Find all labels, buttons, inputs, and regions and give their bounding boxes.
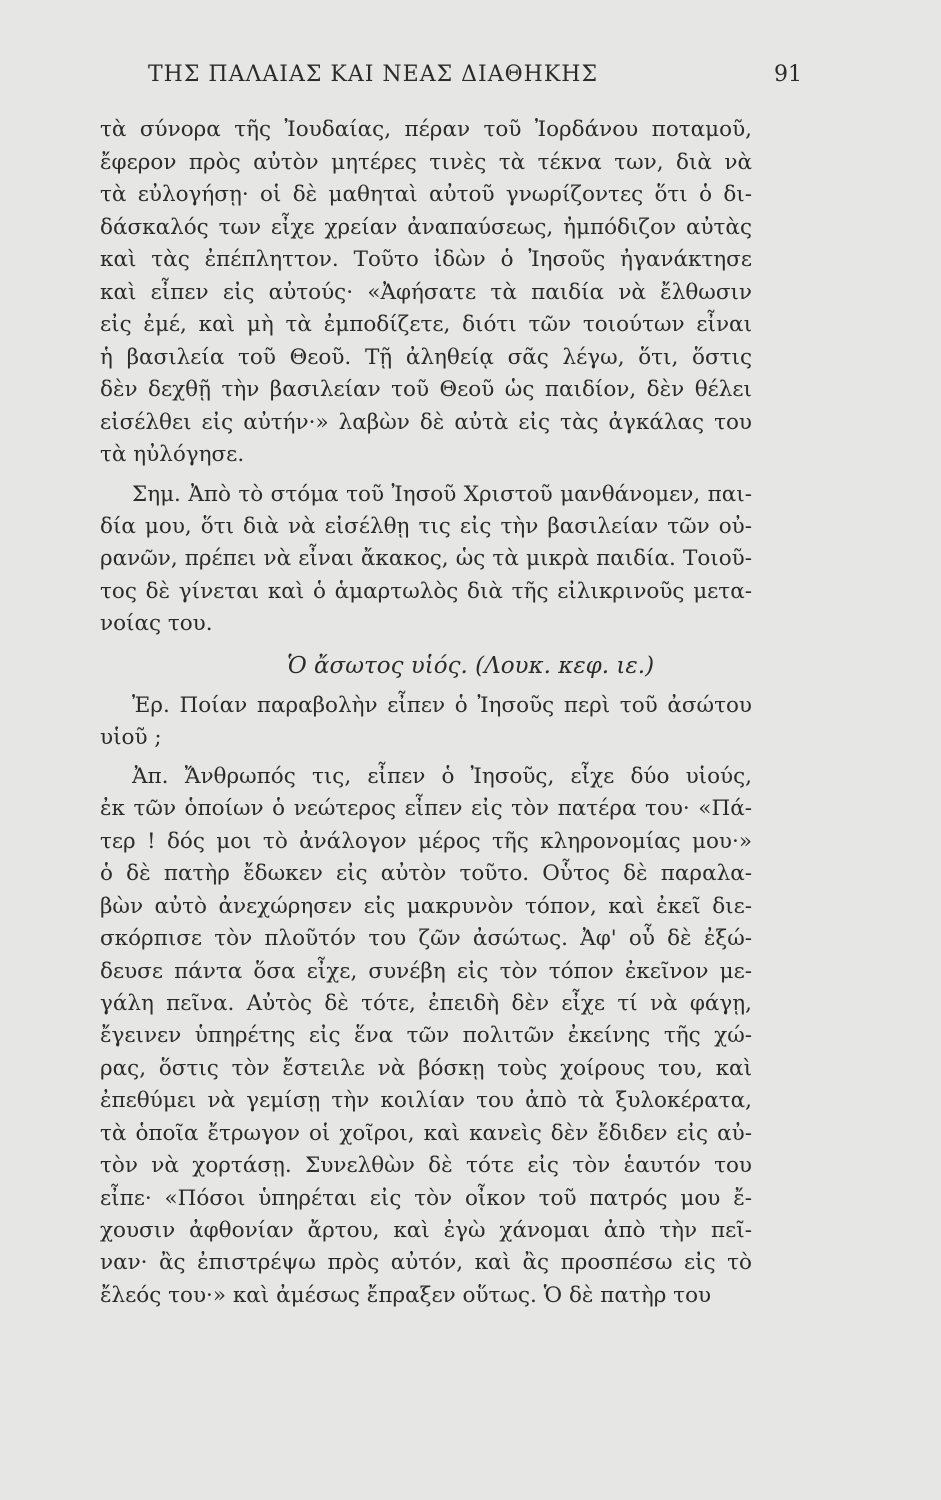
text-line: τος δὲ γίνεται καὶ ὁ ἁμαρτωλὸς διὰ τῆς εἰλικρινοῦς μετα- — [100, 579, 752, 604]
text-line: ἐπεθύμει νὰ γεμίσῃ τὴν κοιλίαν του ἀπὸ τὰ ξυλοκέρατα, — [100, 1088, 752, 1113]
text-line: νοίας του. — [100, 611, 213, 636]
text-line: εἶπε· «Πόσοι ὑπηρέται εἰς τὸν οἶκον τοῦ πατρός μου ἔ- — [100, 1186, 752, 1211]
text-line: τὰ ηὐλόγησε. — [100, 442, 245, 467]
text-line: δάσκαλός των εἶχε χρείαν ἀναπαύσεως, ἠμπόδιζον αὐτὰς — [100, 215, 752, 240]
text-line: χουσιν ἀφθονίαν ἄρτου, καὶ ἐγὼ χάνομαι ἀπὸ τὴν πεῖ- — [100, 1218, 752, 1243]
section-heading: Ὁ ἄσωτος υἱός. (Λουκ. κεφ. ιε.) — [286, 653, 655, 679]
text-line: τὰ ὁποῖα ἔτρωγον οἱ χοῖροι, καὶ κανεὶς δὲν ἔδιδεν εἰς αὐ- — [100, 1121, 752, 1146]
text-line: υἱοῦ ; — [100, 725, 162, 750]
text-line: καὶ τὰς ἐπέπληττον. Τοῦτο ἰδὼν ὁ Ἰησοῦς ἠγανάκτησε — [100, 247, 752, 272]
text-line: ρας, ὅστις τὸν ἔστειλε νὰ βόσκῃ τοὺς χοίρους του, καὶ — [100, 1056, 752, 1081]
text-line: σκόρπισε τὸν πλοῦτόν του ζῶν ἀσώτως. Ἀφ' οὗ δὲ ἐξώ- — [100, 926, 752, 951]
text-line: ἔφερον πρὸς αὐτὸν μητέρες τινὲς τὰ τέκνα των, διὰ νὰ — [100, 150, 752, 175]
text-line: Σημ. Ἀπὸ τὸ στόμα τοῦ Ἰησοῦ Χριστοῦ μανθάνομεν, παι- — [132, 482, 752, 507]
page-number: 91 — [774, 62, 802, 87]
text-line: ρανῶν, πρέπει νὰ εἶναι ἄκακος, ὡς τὰ μικρὰ παιδία. Τοιοῦ- — [100, 546, 752, 571]
text-line: Ἐρ. Ποίαν παραβολὴν εἶπεν ὁ Ἰησοῦς περὶ τοῦ ἀσώτου — [132, 693, 752, 718]
text-line: ὁ δὲ πατὴρ ἔδωκεν εἰς αὐτὸν τοῦτο. Οὗτος δὲ παραλα- — [100, 861, 752, 886]
text-line: εἰσέλθει εἰς αὐτήν·» λαβὼν δὲ αὐτὰ εἰς τὰς ἀγκάλας του — [100, 410, 752, 435]
text-line: τὰ σύνορα τῆς Ἰουδαίας, πέραν τοῦ Ἰορδάνου ποταμοῦ, — [100, 117, 752, 142]
text-line: Ἀπ. Ἄνθρωπός τις, εἶπεν ὁ Ἰησοῦς, εἶχε δύο υἱούς, — [132, 764, 752, 789]
text-line: ἔλεός του·» καὶ ἀμέσως ἔπραξεν οὕτως. Ὁ δὲ πατὴρ του — [100, 1283, 712, 1308]
text-line: καὶ εἶπεν εἰς αὐτούς· «Ἀφήσατε τὰ παιδία νὰ ἔλθωσιν — [100, 280, 752, 305]
running-title: ΤΗΣ ΠΑΛΑΙΑΣ ΚΑΙ ΝΕΑΣ ΔΙΑΘΗΚΗΣ — [148, 62, 598, 87]
text-line: ἡ βασιλεία τοῦ Θεοῦ. Τῇ ἀληθείᾳ σᾶς λέγω, ὅτι, ὅστις — [100, 345, 752, 370]
text-line: ναν· ἂς ἐπιστρέψω πρὸς αὐτόν, καὶ ἂς προσπέσω εἰς τὸ — [100, 1250, 752, 1275]
text-line: τερ ! δός μοι τὸ ἀνάλογον μέρος τῆς κληρονομίας μου·» — [100, 829, 752, 854]
page-header — [148, 62, 802, 92]
text-line: εἰς ἐμέ, καὶ μὴ τὰ ἐμποδίζετε, διότι τῶν τοιούτων εἶναι — [100, 312, 752, 337]
text-line: δευσε πάντα ὅσα εἶχε, συνέβη εἰς τὸν τόπον ἐκεῖνον με- — [100, 959, 752, 984]
text-line: τὸν νὰ χορτάσῃ. Συνελθὼν δὲ τότε εἰς τὸν ἑαυτόν του — [100, 1153, 752, 1178]
text-line: τὰ εὐλογήσῃ· οἱ δὲ μαθηταὶ αὐτοῦ γνωρίζοντες ὅτι ὁ δι- — [100, 182, 752, 207]
text-line: βὼν αὐτὸ ἀνεχώρησεν εἰς μακρυνὸν τόπον, καὶ ἐκεῖ διε- — [100, 894, 752, 919]
text-line: γάλη πεῖνα. Αὐτὸς δὲ τότε, ἐπειδὴ δὲν εἶχε τί νὰ φάγῃ, — [100, 991, 752, 1016]
text-line: δὲν δεχθῇ τὴν βασιλείαν τοῦ Θεοῦ ὡς παιδίον, δὲν θέλει — [100, 377, 752, 402]
text-line: ἐκ τῶν ὁποίων ὁ νεώτερος εἶπεν εἰς τὸν πατέρα του· «Πά- — [100, 796, 752, 821]
text-line: ἔγεινεν ὑπηρέτης εἰς ἕνα τῶν πολιτῶν ἐκείνης τῆς χώ- — [100, 1023, 752, 1048]
text-line: δία μου, ὅτι διὰ νὰ εἰσέλθῃ τις εἰς τὴν βασιλείαν τῶν οὐ- — [100, 514, 752, 539]
